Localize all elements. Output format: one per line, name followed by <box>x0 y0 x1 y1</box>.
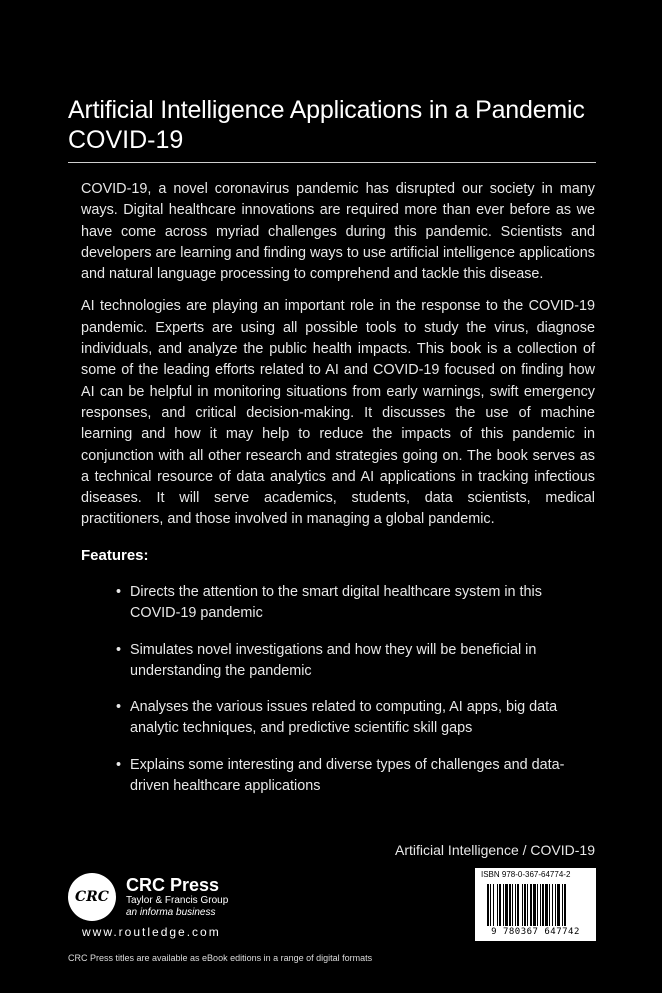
bullet-icon: • <box>116 699 122 716</box>
barcode-bar <box>540 884 541 926</box>
barcode-bar <box>505 884 508 926</box>
barcode-bar <box>497 884 498 926</box>
bullet-icon: • <box>116 756 122 773</box>
barcode-bar <box>515 884 516 926</box>
barcode-bar <box>537 884 538 926</box>
feature-item <box>81 582 581 625</box>
isbn-barcode-block <box>475 868 596 941</box>
feature-text: Analyses the various issues related to computing, AI apps, big data analytic techniques, and predictive scientific skill gaps <box>130 699 558 737</box>
barcode-bar <box>552 884 553 926</box>
barcode-bar <box>564 884 566 926</box>
book-title <box>68 95 596 155</box>
publisher-name: CRC Press <box>126 875 220 895</box>
ebook-footnote: CRC Press titles are available as eBook editions in a range of digital formats <box>68 953 373 963</box>
barcode-bar <box>524 884 526 926</box>
feature-item <box>81 755 581 798</box>
barcode-bar <box>509 884 511 926</box>
barcode-bar <box>545 884 548 926</box>
features-heading: Features: <box>81 547 149 564</box>
feature-item <box>81 697 581 740</box>
feature-text: Directs the attention to the smart digital healthcare system in this COVID-19 pandemic <box>130 584 542 622</box>
barcode-bar <box>503 884 504 926</box>
crc-logo-icon: CRC <box>68 873 116 921</box>
title-line-2: COVID-19 <box>68 126 184 154</box>
description-paragraph-1: COVID-19, a novel coronavirus pandemic has disrupted our society in many ways. Digital healthcare innovations are required more than ever before as we have come across myriad challenges during this pandemic. Scientists and developers are learning and finding ways to use artificial intelligence applications and natural language processing to comprehend and tackle this disease. <box>81 181 595 283</box>
barcode-digits: 9 780367 647742 <box>491 927 580 937</box>
barcode-bar <box>487 884 489 926</box>
barcode-bar <box>522 884 523 926</box>
feature-text: Simulates novel investigations and how they will be beneficial in understanding the pandemic <box>130 641 537 679</box>
barcode-bar <box>557 884 560 926</box>
barcode-bar <box>533 884 536 926</box>
description-paragraph-2: AI technologies are playing an important role in the response to the COVID-19 pandemic. Experts are using all possible tools to study the virus, diagnose individuals, and analyze the public health impacts. This book is a collection of some of the leading efforts related to AI and COVID-19 focused on finding how AI can be helpful in monitoring situations from early warnings, swift emergency responses, and critical decision-making. It discusses the use of machine learning and how it may help to reduce the impacts of this pandemic in conjunction with all other research and strategies going on. The book serves as a technical resource of data analytics and AI applications in tracking infectious diseases. It will serve academics, students, data scientists, medical practitioners, and those involved in managing a global pandemic. <box>81 298 595 528</box>
barcode-bar <box>490 884 491 926</box>
feature-item <box>81 640 581 683</box>
bullet-icon: • <box>116 584 122 600</box>
barcode-icon <box>487 884 591 930</box>
subject-category: Artificial Intelligence / COVID-19 <box>395 842 595 858</box>
publisher-logo <box>68 873 268 925</box>
barcode-bar <box>512 884 513 926</box>
barcode-bar <box>542 884 544 926</box>
features-list <box>81 582 581 812</box>
barcode-bar <box>549 884 550 926</box>
barcode-bar <box>530 884 532 926</box>
barcode-bar <box>555 884 556 926</box>
publisher-business: an informa business <box>126 907 216 918</box>
publisher-website[interactable]: www.routledge.com <box>82 925 221 939</box>
isbn-label: ISBN 978-0-367-64774-2 <box>481 870 571 879</box>
bullet-icon: • <box>116 641 122 658</box>
barcode-bar <box>499 884 501 926</box>
publisher-text <box>126 875 228 919</box>
barcode-bar <box>493 884 494 926</box>
barcode-bar <box>517 884 519 926</box>
title-line-1: Artificial Intelligence Applications in a Pandemic <box>68 96 585 124</box>
barcode-bar <box>527 884 528 926</box>
title-divider <box>68 162 596 163</box>
publisher-group: Taylor & Francis Group <box>126 895 229 906</box>
barcode-bar <box>562 884 563 926</box>
description <box>81 179 595 542</box>
feature-text: Explains some interesting and diverse types of challenges and data-driven healthcare applications <box>130 756 565 795</box>
